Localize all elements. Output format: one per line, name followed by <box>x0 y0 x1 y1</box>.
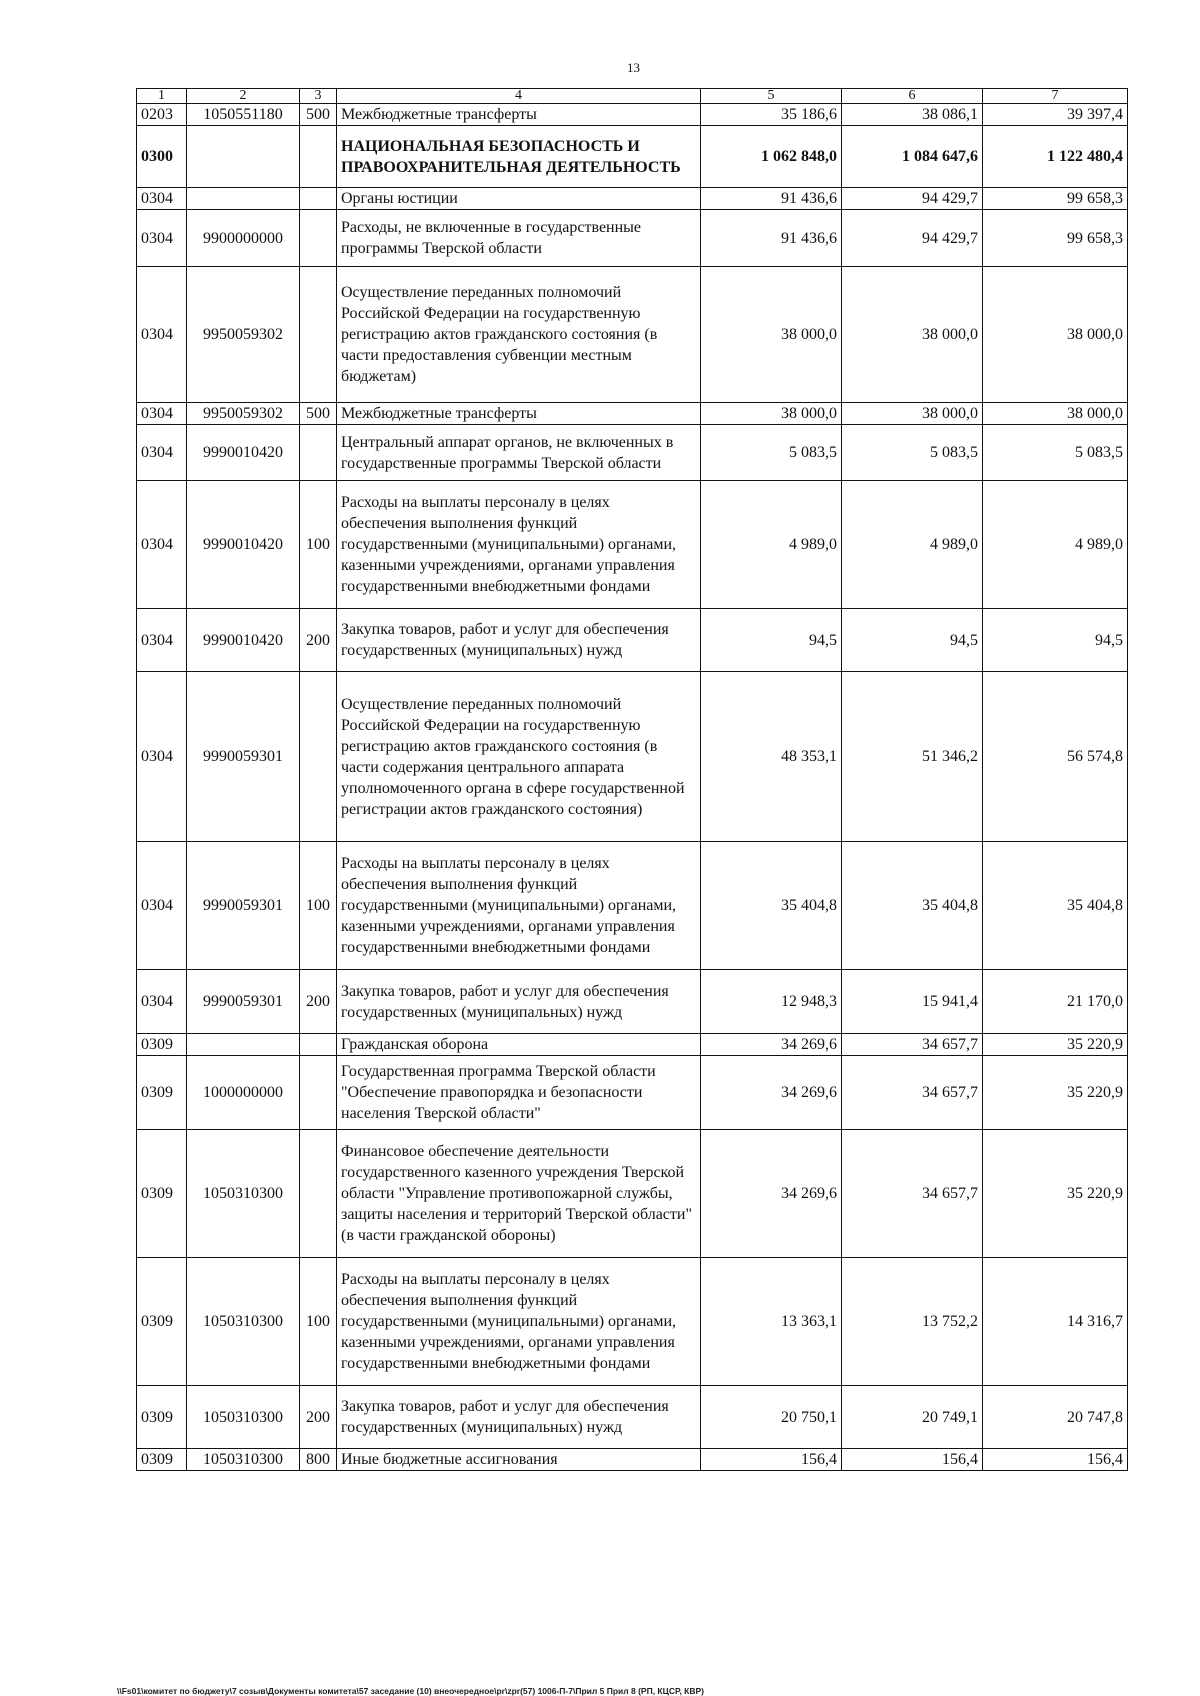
table-row <box>137 1386 1128 1449</box>
target-article-cell: 1000000000 <box>187 1056 300 1130</box>
section-code-cell: 0304 <box>137 481 187 609</box>
target-article-cell <box>187 1034 300 1056</box>
column-number-header: 3 <box>300 89 337 104</box>
expense-type-cell: 500 <box>300 403 337 425</box>
amount-year1-cell: 38 000,0 <box>701 267 842 403</box>
amount-year3-cell: 94,5 <box>983 609 1128 672</box>
expense-type-cell: 200 <box>300 609 337 672</box>
table-row <box>137 267 1128 403</box>
amount-year1-cell: 91 436,6 <box>701 188 842 210</box>
amount-year2-cell: 20 749,1 <box>842 1386 983 1449</box>
table-row <box>137 425 1128 481</box>
expense-type-cell: 100 <box>300 481 337 609</box>
item-name-cell: Гражданская оборона <box>337 1034 701 1056</box>
expense-type-cell: 500 <box>300 104 337 126</box>
amount-year2-cell: 34 657,7 <box>842 1034 983 1056</box>
amount-year1-cell: 38 000,0 <box>701 403 842 425</box>
section-code-cell: 0304 <box>137 403 187 425</box>
amount-year2-cell: 34 657,7 <box>842 1130 983 1258</box>
amount-year2-cell: 34 657,7 <box>842 1056 983 1130</box>
section-code-cell: 0304 <box>137 609 187 672</box>
section-code-cell: 0304 <box>137 210 187 267</box>
amount-year1-cell: 34 269,6 <box>701 1130 842 1258</box>
column-number-header: 6 <box>842 89 983 104</box>
amount-year1-cell: 35 404,8 <box>701 842 842 970</box>
amount-year1-cell: 4 989,0 <box>701 481 842 609</box>
column-number-header: 5 <box>701 89 842 104</box>
amount-year3-cell: 4 989,0 <box>983 481 1128 609</box>
amount-year2-cell: 1 084 647,6 <box>842 126 983 188</box>
target-article-cell: 9950059302 <box>187 403 300 425</box>
item-name-cell: Межбюджетные трансферты <box>337 104 701 126</box>
section-code-cell: 0309 <box>137 1386 187 1449</box>
column-number-header: 7 <box>983 89 1128 104</box>
amount-year2-cell: 94 429,7 <box>842 188 983 210</box>
amount-year2-cell: 51 346,2 <box>842 672 983 842</box>
expense-type-cell: 200 <box>300 970 337 1034</box>
amount-year3-cell: 14 316,7 <box>983 1258 1128 1386</box>
amount-year2-cell: 38 086,1 <box>842 104 983 126</box>
section-code-cell: 0309 <box>137 1056 187 1130</box>
section-code-cell: 0304 <box>137 672 187 842</box>
amount-year3-cell: 5 083,5 <box>983 425 1128 481</box>
section-code-cell: 0309 <box>137 1034 187 1056</box>
item-name-cell: Расходы, не включенные в государственные программы Тверской области <box>337 210 701 267</box>
amount-year1-cell: 20 750,1 <box>701 1386 842 1449</box>
target-article-cell: 9900000000 <box>187 210 300 267</box>
amount-year3-cell: 35 220,9 <box>983 1056 1128 1130</box>
target-article-cell: 9990010420 <box>187 481 300 609</box>
section-code-cell: 0309 <box>137 1130 187 1258</box>
expense-type-cell: 100 <box>300 1258 337 1386</box>
target-article-cell <box>187 126 300 188</box>
column-number-header: 1 <box>137 89 187 104</box>
table-row <box>137 104 1128 126</box>
expense-type-cell <box>300 210 337 267</box>
expense-type-cell: 100 <box>300 842 337 970</box>
column-number-row <box>137 89 1128 104</box>
amount-year3-cell: 38 000,0 <box>983 403 1128 425</box>
amount-year3-cell: 1 122 480,4 <box>983 126 1128 188</box>
amount-year3-cell: 99 658,3 <box>983 210 1128 267</box>
item-name-cell: Закупка товаров, работ и услуг для обеспечения государственных (муниципальных) нужд <box>337 970 701 1034</box>
item-name-cell: Расходы на выплаты персоналу в целях обеспечения выполнения функций государственными (муниципальными) органами, казенными учреждениями, органами управления государственными внебюджетными фондами <box>337 1258 701 1386</box>
item-name-cell: Расходы на выплаты персоналу в целях обеспечения выполнения функций государственными (муниципальными) органами, казенными учреждениями, органами управления государственными внебюджетными фондами <box>337 481 701 609</box>
amount-year2-cell: 94 429,7 <box>842 210 983 267</box>
amount-year3-cell: 56 574,8 <box>983 672 1128 842</box>
table-row <box>137 1034 1128 1056</box>
table-row <box>137 126 1128 188</box>
section-code-cell: 0304 <box>137 842 187 970</box>
table-row <box>137 1449 1128 1471</box>
item-name-cell: Межбюджетные трансферты <box>337 403 701 425</box>
expense-type-cell <box>300 126 337 188</box>
target-article-cell: 9990010420 <box>187 425 300 481</box>
target-article-cell: 9990010420 <box>187 609 300 672</box>
amount-year1-cell: 156,4 <box>701 1449 842 1471</box>
table-row <box>137 609 1128 672</box>
amount-year3-cell: 20 747,8 <box>983 1386 1128 1449</box>
amount-year1-cell: 34 269,6 <box>701 1056 842 1130</box>
table-row <box>137 672 1128 842</box>
amount-year1-cell: 1 062 848,0 <box>701 126 842 188</box>
amount-year2-cell: 35 404,8 <box>842 842 983 970</box>
amount-year3-cell: 39 397,4 <box>983 104 1128 126</box>
section-code-cell: 0304 <box>137 425 187 481</box>
expense-type-cell: 800 <box>300 1449 337 1471</box>
footer-file-path: \\Fs01\комитет по бюджету\7 созыв\Документы комитета\57 заседание (10) внеочередное\pr\zpr(57) 1006-П-7\Прил 5 Прил 8 (РП, КЦСР, КВР) <box>117 1686 704 1696</box>
table-row <box>137 1056 1128 1130</box>
expense-type-cell <box>300 1130 337 1258</box>
expense-type-cell <box>300 1034 337 1056</box>
amount-year3-cell: 156,4 <box>983 1449 1128 1471</box>
target-article-cell: 9990059301 <box>187 672 300 842</box>
item-name-cell: Органы юстиции <box>337 188 701 210</box>
amount-year3-cell: 35 404,8 <box>983 842 1128 970</box>
amount-year2-cell: 15 941,4 <box>842 970 983 1034</box>
table-row <box>137 481 1128 609</box>
item-name-cell: НАЦИОНАЛЬНАЯ БЕЗОПАСНОСТЬ И ПРАВООХРАНИТЕЛЬНАЯ ДЕЯТЕЛЬНОСТЬ <box>337 126 701 188</box>
section-code-cell: 0304 <box>137 267 187 403</box>
column-number-header: 2 <box>187 89 300 104</box>
amount-year2-cell: 5 083,5 <box>842 425 983 481</box>
section-code-cell: 0203 <box>137 104 187 126</box>
item-name-cell: Закупка товаров, работ и услуг для обеспечения государственных (муниципальных) нужд <box>337 1386 701 1449</box>
amount-year1-cell: 94,5 <box>701 609 842 672</box>
page-number: 13 <box>627 60 640 75</box>
amount-year2-cell: 38 000,0 <box>842 267 983 403</box>
table-row <box>137 970 1128 1034</box>
amount-year2-cell: 94,5 <box>842 609 983 672</box>
section-code-cell: 0309 <box>137 1258 187 1386</box>
amount-year1-cell: 91 436,6 <box>701 210 842 267</box>
table-row <box>137 210 1128 267</box>
budget-table <box>136 88 1128 1471</box>
expense-type-cell <box>300 267 337 403</box>
target-article-cell: 1050310300 <box>187 1449 300 1471</box>
item-name-cell: Расходы на выплаты персоналу в целях обеспечения выполнения функций государственными (муниципальными) органами, казенными учреждениями, органами управления государственными внебюджетными фондами <box>337 842 701 970</box>
amount-year3-cell: 38 000,0 <box>983 267 1128 403</box>
amount-year3-cell: 35 220,9 <box>983 1034 1128 1056</box>
amount-year2-cell: 13 752,2 <box>842 1258 983 1386</box>
amount-year3-cell: 99 658,3 <box>983 188 1128 210</box>
expense-type-cell: 200 <box>300 1386 337 1449</box>
table-row <box>137 188 1128 210</box>
amount-year1-cell: 48 353,1 <box>701 672 842 842</box>
item-name-cell: Иные бюджетные ассигнования <box>337 1449 701 1471</box>
column-number-header: 4 <box>337 89 701 104</box>
section-code-cell: 0300 <box>137 126 187 188</box>
item-name-cell: Осуществление переданных полномочий Российской Федерации на государственную регистрацию актов гражданского состояния (в части предоставления субвенции местным бюджетам) <box>337 267 701 403</box>
target-article-cell: 9990059301 <box>187 842 300 970</box>
expense-type-cell <box>300 672 337 842</box>
item-name-cell: Государственная программа Тверской области "Обеспечение правопорядка и безопасности населения Тверской области" <box>337 1056 701 1130</box>
target-article-cell <box>187 188 300 210</box>
amount-year1-cell: 13 363,1 <box>701 1258 842 1386</box>
section-code-cell: 0304 <box>137 970 187 1034</box>
table-row <box>137 1258 1128 1386</box>
target-article-cell: 9990059301 <box>187 970 300 1034</box>
amount-year2-cell: 156,4 <box>842 1449 983 1471</box>
table-row <box>137 842 1128 970</box>
amount-year1-cell: 5 083,5 <box>701 425 842 481</box>
amount-year3-cell: 21 170,0 <box>983 970 1128 1034</box>
amount-year1-cell: 34 269,6 <box>701 1034 842 1056</box>
expense-type-cell <box>300 188 337 210</box>
section-code-cell: 0309 <box>137 1449 187 1471</box>
item-name-cell: Закупка товаров, работ и услуг для обеспечения государственных (муниципальных) нужд <box>337 609 701 672</box>
target-article-cell: 9950059302 <box>187 267 300 403</box>
amount-year1-cell: 35 186,6 <box>701 104 842 126</box>
expense-type-cell <box>300 425 337 481</box>
amount-year2-cell: 4 989,0 <box>842 481 983 609</box>
item-name-cell: Центральный аппарат органов, не включенных в государственные программы Тверской области <box>337 425 701 481</box>
target-article-cell: 1050310300 <box>187 1386 300 1449</box>
table-body <box>137 104 1128 1471</box>
amount-year1-cell: 12 948,3 <box>701 970 842 1034</box>
amount-year3-cell: 35 220,9 <box>983 1130 1128 1258</box>
item-name-cell: Осуществление переданных полномочий Российской Федерации на государственную регистрацию актов гражданского состояния (в части содержания центрального аппарата уполномоченного органа в сфере государственной регистрации актов гражданского состояния) <box>337 672 701 842</box>
target-article-cell: 1050310300 <box>187 1130 300 1258</box>
expense-type-cell <box>300 1056 337 1130</box>
target-article-cell: 1050310300 <box>187 1258 300 1386</box>
item-name-cell: Финансовое обеспечение деятельности государственного казенного учреждения Тверской области "Управление противопожарной службы, защиты населения и территорий Тверской области" (в части гражданской обороны) <box>337 1130 701 1258</box>
target-article-cell: 1050551180 <box>187 104 300 126</box>
table-row <box>137 403 1128 425</box>
amount-year2-cell: 38 000,0 <box>842 403 983 425</box>
section-code-cell: 0304 <box>137 188 187 210</box>
table-row <box>137 1130 1128 1258</box>
